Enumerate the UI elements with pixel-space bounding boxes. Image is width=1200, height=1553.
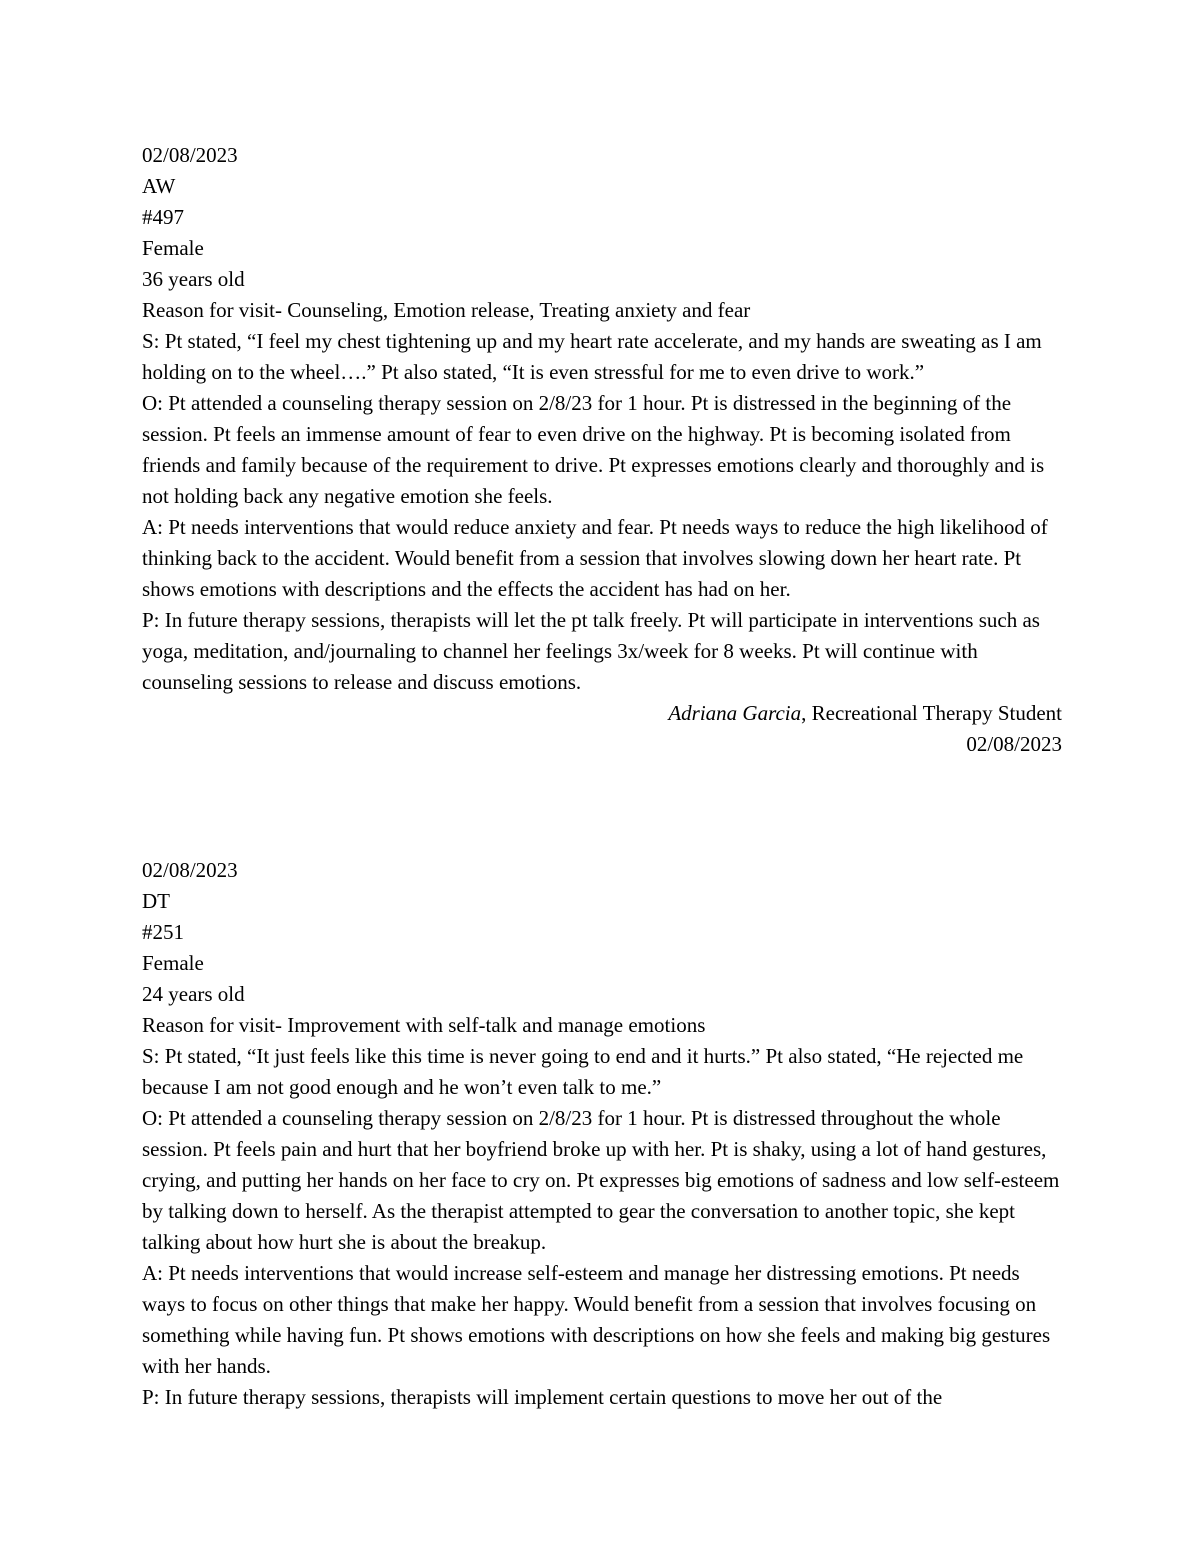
objective-section: O: Pt attended a counseling therapy session on 2/8/23 for 1 hour. Pt is distressed in the beginning of the session. Pt feels an immense amount of fear to even drive on the highway. Pt is becoming isolated from friends and family because of the requirement to drive. Pt expresses emotions clearly and thoroughly and is not holding back any negative emotion she feels. [142, 391, 1045, 508]
signature-title: , Recreational Therapy Student [801, 701, 1062, 725]
soap-note-1 [142, 140, 1062, 760]
signature-name: Adriana Garcia [668, 701, 802, 725]
signature-date: 02/08/2023 [966, 732, 1062, 756]
subjective-section: S: Pt stated, “I feel my chest tightening up and my heart rate accelerate, and my hands are sweating as I am holding on to the wheel….” Pt also stated, “It is even stressful for me to even drive to work.” [142, 329, 1042, 384]
reason-for-visit: Reason for visit- Counseling, Emotion release, Treating anxiety and fear [142, 298, 751, 322]
patient-gender: Female [142, 951, 204, 975]
reason-for-visit: Reason for visit- Improvement with self-talk and manage emotions [142, 1013, 706, 1037]
patient-initials: AW [142, 174, 176, 198]
note-date: 02/08/2023 [142, 858, 238, 882]
soap-note-2 [142, 855, 1062, 1413]
note-date: 02/08/2023 [142, 143, 238, 167]
patient-gender: Female [142, 236, 204, 260]
plan-section: P: In future therapy sessions, therapists will implement certain questions to move her out of the [142, 1385, 943, 1409]
patient-age: 36 years old [142, 267, 245, 291]
patient-number: #497 [142, 205, 184, 229]
subjective-section: S: Pt stated, “It just feels like this time is never going to end and it hurts.” Pt also stated, “He rejected me because I am not good enough and he won’t even talk to me.” [142, 1044, 1024, 1099]
patient-age: 24 years old [142, 982, 245, 1006]
objective-section: O: Pt attended a counseling therapy session on 2/8/23 for 1 hour. Pt is distressed throughout the whole session. Pt feels pain and hurt that her boyfriend broke up with her. Pt is shaky, using a lot of hand gestures, crying, and putting her hands on her face to cry on. Pt expresses big emotions of sadness and low self-esteem by talking down to herself. As the therapist attempted to gear the conversation to another topic, she kept talking about how hurt she is about the breakup. [142, 1106, 1060, 1254]
plan-section: P: In future therapy sessions, therapists will let the pt talk freely. Pt will participate in interventions such as yoga, meditation, and/journaling to channel her feelings 3x/week for 8 weeks. Pt will continue with counseling sessions to release and discuss emotions. [142, 608, 1040, 694]
patient-number: #251 [142, 920, 184, 944]
patient-initials: DT [142, 889, 170, 913]
assessment-section: A: Pt needs interventions that would increase self-esteem and manage her distressing emotions. Pt needs ways to focus on other things that make her happy. Would benefit from a session that involves focusing on something while having fun. Pt shows emotions with descriptions on how she feels and making big gestures with her hands. [142, 1261, 1051, 1378]
assessment-section: A: Pt needs interventions that would reduce anxiety and fear. Pt needs ways to reduce the high likelihood of thinking back to the accident. Would benefit from a session that involves slowing down her heart rate. Pt shows emotions with descriptions and the effects the accident has had on her. [142, 515, 1048, 601]
signature-line [142, 698, 1062, 729]
